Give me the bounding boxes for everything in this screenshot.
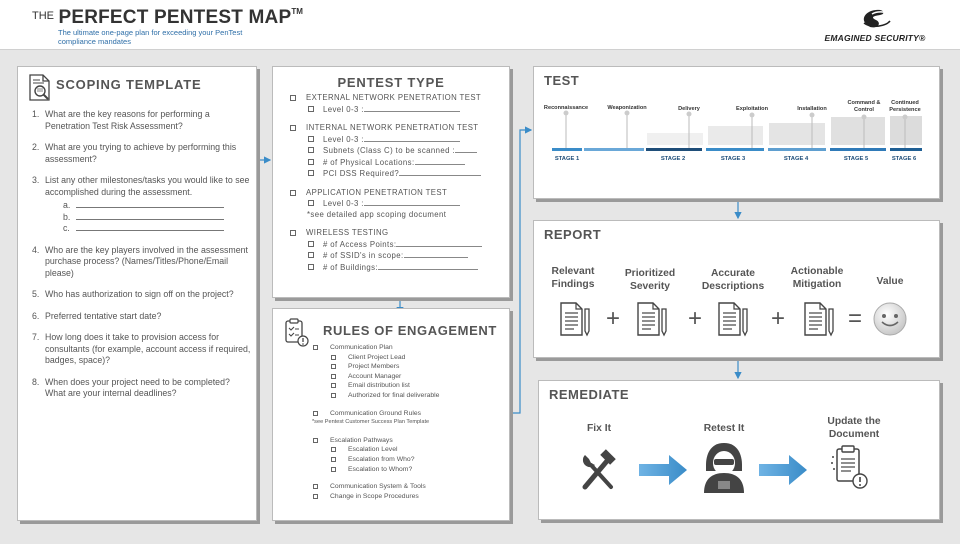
checkbox-internal-subnets[interactable] [289,145,504,157]
phase-label: Command & [847,100,881,106]
checkbox-icon[interactable] [290,95,296,101]
checkbox-icon[interactable] [313,411,318,416]
checkbox-icon[interactable] [308,264,314,270]
checkbox-label: Level 0-3 : [323,134,364,144]
checkbox-icon[interactable] [290,125,296,131]
checkbox-label: Communication Ground Rules [330,409,422,417]
stage-bar [890,148,922,151]
report-item-label: Mitigation [792,279,842,290]
checkbox-label: PCI DSS Required? [323,169,400,178]
phase-label: Continued [891,100,919,106]
checkbox-comm-system[interactable] [311,482,506,492]
checkbox-esc-level[interactable] [311,445,506,455]
checkbox-internal-level[interactable] [289,134,504,146]
logo-name: EMAGINED SECURITY [824,33,920,43]
blank-line[interactable] [399,168,481,176]
checkbox-icon[interactable] [308,241,314,247]
checkbox-label: Communication Plan [330,344,393,351]
checkbox-label: Escalation Pathways [330,436,393,444]
clipboard-alert-icon [829,443,873,493]
blank-line[interactable] [378,262,478,270]
checkbox-label: Account Manager [348,372,402,380]
stage-label: STAGE 1 [554,156,580,162]
phase-label: Reconnaissance [543,105,589,111]
scoping-question-list [32,109,252,410]
blank-line[interactable] [76,223,224,231]
rules-list [311,343,506,501]
blank-line[interactable] [404,250,468,258]
blank-line[interactable] [76,200,224,208]
stage-label: STAGE 5 [843,156,869,162]
report-document-icon [715,301,751,337]
stage-bar [830,148,886,151]
question-text: Who are the key players involved in the assessment purchase process? (Names/Titles/Phone/Email please) [45,244,248,278]
question-item [32,311,252,323]
logo-text [820,33,930,43]
milestone-line-b[interactable] [63,212,252,224]
report-document-icon [557,301,593,337]
company-logo [820,5,930,43]
phase-label: Persistence [889,107,921,113]
checkbox-wireless[interactable] [289,228,504,239]
checkbox-application[interactable] [289,188,504,199]
milestone-blanks [45,200,252,235]
plus-icon: + [771,305,786,332]
document-search-icon [26,73,56,103]
scoping-header [26,73,56,103]
report-item-label: Prioritized [624,268,676,279]
checkbox-label: Project Members [348,363,400,371]
checkbox-wireless-ssid[interactable] [289,250,504,262]
stage-block [890,116,922,145]
checkbox-client-lead[interactable] [311,353,506,363]
question-number: 3. [32,175,40,185]
remediate-panel [538,380,940,520]
kill-chain-diagram [534,67,941,200]
checkbox-icon[interactable] [331,457,336,462]
question-text: Preferred tentative start date? [45,310,162,321]
checkbox-label: # of SSID's in scope: [323,251,404,260]
fix-label: Fix It [586,423,612,434]
test-title: TEST [544,73,580,88]
checkbox-label: Escalation from Who? [348,455,415,463]
title-trademark: TM [291,7,303,16]
phase-dot [750,113,755,118]
checkbox-label: # of Physical Locations: [323,157,415,167]
question-item [32,332,252,367]
logo-registered: ® [919,33,926,43]
question-item [32,377,252,400]
rules-of-engagement-panel [272,308,510,521]
checkbox-internal-pci[interactable] [289,168,504,180]
checkbox-icon[interactable] [331,374,336,379]
report-item-label: Actionable [790,266,844,277]
blank-line[interactable] [364,198,460,206]
checkbox-icon[interactable] [308,200,314,206]
checkbox-label: Authorized for final deliverable [348,391,440,399]
phase-dot [564,111,569,116]
report-document-icon [634,301,670,337]
milestone-line-c[interactable] [63,223,252,235]
checkbox-icon[interactable] [308,252,314,258]
report-title: REPORT [544,227,602,242]
stage-label: STAGE 3 [720,156,746,162]
note-text: *see Pentest Customer Success Plan Template [312,419,430,426]
plus-icon: + [606,305,621,332]
hacker-hood-icon [702,441,746,493]
test-panel [533,66,940,199]
checkbox-acct-mgr[interactable] [311,372,506,382]
title-prefix: THE [32,10,54,22]
page-title [32,7,303,29]
stage-block [647,133,703,145]
stage-block [708,126,763,145]
report-item-label: Descriptions [701,281,765,292]
checkbox-external[interactable] [289,93,504,104]
sub-item-label: c. [63,223,70,233]
blank-line[interactable] [415,157,465,165]
checkbox-icon[interactable] [290,190,296,196]
checkbox-internal-locations[interactable] [289,157,504,169]
checkbox-label: Client Project Lead [348,353,406,361]
stage-bar [584,148,644,151]
rules-title: RULES OF ENGAGEMENT [323,323,497,338]
update-label-line: Document [828,429,880,440]
phase-dot [687,112,692,117]
checkbox-label: INTERNAL NETWORK PENETRATION TEST [306,123,479,132]
checkbox-wireless-ap[interactable] [289,239,504,251]
checkbox-icon[interactable] [308,170,314,176]
checkbox-esc-from[interactable] [311,455,506,465]
phase-label: Exploitation [735,106,769,112]
checkbox-icon[interactable] [331,393,336,398]
remediate-title: REMEDIATE [549,387,630,402]
checkbox-icon[interactable] [331,383,336,388]
checkbox-internal[interactable] [289,123,504,134]
question-item [32,142,252,165]
question-item [32,245,252,280]
report-item-findings [542,265,604,291]
question-number: 2. [32,142,40,152]
checkbox-icon[interactable] [290,230,296,236]
stage-bar [706,148,764,151]
question-text: How long does it take to provision access for consultants (for example, account access if required, badges, space)? [45,332,251,365]
stage-bar [552,148,582,151]
checkbox-external-level[interactable] [289,104,504,116]
pentest-type-list [289,93,504,273]
phase-dot [862,115,867,120]
report-document-icon [801,301,837,337]
checkbox-icon[interactable] [331,467,336,472]
sub-item-label: a. [63,200,71,210]
checkbox-label: Escalation Level [348,446,398,454]
stage-block [831,117,885,145]
report-item-mitigation [782,265,852,291]
phase-label: Delivery [678,106,700,112]
blank-line[interactable] [396,239,482,247]
question-item [32,289,252,301]
phase-label: Weaponization [607,105,647,111]
flow-arrow-rules-test [510,130,531,413]
phase-dot [810,113,815,118]
checkbox-label: EXTERNAL NETWORK PENETRATION TEST [306,93,482,102]
checkbox-esc-to[interactable] [311,465,506,475]
stage-bar [768,148,826,151]
report-item-label: Findings [551,279,595,290]
question-text: When does your project need to be completed? What are your internal deadlines? [45,376,230,398]
question-text: What are you trying to achieve by performing this assessment? [45,142,237,164]
checkbox-ground-rules[interactable] [311,409,506,419]
report-item-value [868,275,912,288]
checkbox-label: # of Buildings: [323,262,378,272]
stage-label: STAGE 6 [891,156,917,162]
checkbox-label: # of Access Points: [323,239,397,249]
checkbox-label: Communication System & Tools [330,483,426,491]
checkbox-icon[interactable] [313,438,318,443]
question-number: 5. [32,289,40,299]
question-number: 4. [32,244,40,255]
checkbox-scope-change[interactable] [311,492,506,502]
update-label-line: Update the [827,416,881,427]
ground-rules-note [311,418,506,428]
blank-line[interactable] [364,134,460,142]
checkbox-label: Level 0-3 : [323,104,364,114]
checkbox-members[interactable] [311,362,506,372]
question-number: 7. [32,332,40,342]
checkbox-icon[interactable] [331,447,336,452]
question-text: What are the key reasons for performing a Penetration Test Risk Assessment? [45,109,210,131]
scoping-title: SCOPING TEMPLATE [56,77,202,92]
stage-bar [646,148,702,151]
title-main: PERFECT PENTEST MAP [58,7,292,28]
blank-line[interactable] [364,104,460,112]
equals-icon: = [848,305,863,332]
report-item-severity [618,267,682,293]
stage-block [769,123,825,145]
checkbox-label: Level 0-3 : [323,199,364,208]
question-text: List any other milestones/tasks you would like to see accomplished during the assessment. [45,175,250,197]
checkbox-authorized[interactable] [311,391,506,401]
milestone-line-a[interactable] [63,200,252,212]
phase-label: Control [854,107,874,113]
report-item-label: Accurate [710,268,756,279]
arrow-right-icon [639,455,687,485]
phase-dot [903,115,908,120]
stage-label: STAGE 4 [783,156,809,162]
phase-label: Installation [797,106,827,112]
checkbox-email-list[interactable] [311,381,506,391]
blank-line[interactable] [76,212,224,220]
application-note [289,210,504,221]
checkbox-icon[interactable] [331,355,336,360]
phase-dot [625,111,630,116]
checkbox-icon[interactable] [313,494,318,499]
checkbox-icon[interactable] [308,136,314,142]
question-text: Who has authorization to sign off on the project? [45,289,234,299]
stage-label: STAGE 2 [660,156,686,162]
sub-item-label: b. [63,211,71,222]
pentest-type-title: PENTEST TYPE [337,75,445,90]
question-item [32,175,252,235]
update-label [814,415,894,441]
report-item-descriptions [694,267,772,293]
question-number: 8. [32,376,40,387]
checkbox-label: APPLICATION PENETRATION TEST [306,187,448,197]
arrow-right-icon [759,455,807,485]
blank-line[interactable] [455,145,477,153]
checkbox-icon[interactable] [313,484,318,489]
checkbox-icon[interactable] [308,106,314,112]
smiley-face-icon [872,301,908,337]
scoping-template-panel [17,66,257,521]
checkbox-escalation[interactable] [311,436,506,446]
report-item-label: Severity [629,281,671,292]
question-number: 1. [32,109,40,119]
checkbox-icon[interactable] [308,147,314,153]
hammer-wrench-icon [577,447,621,493]
checkbox-wireless-bldg[interactable] [289,262,504,274]
checkbox-icon[interactable] [313,345,318,350]
checkbox-icon[interactable] [308,159,314,165]
note-text: *see detailed app scoping document [307,209,447,219]
checkbox-icon[interactable] [331,364,336,369]
question-number: 6. [32,310,40,321]
pentest-type-panel [272,66,510,298]
checkbox-label: Escalation to Whom? [348,465,413,473]
checkbox-application-level[interactable] [289,198,504,210]
checkbox-label: Change in Scope Procedures [330,492,419,500]
checkbox-label: WIRELESS TESTING [306,228,389,237]
retest-label: Retest It [703,423,745,434]
question-item [32,109,252,132]
logo-emblem-icon [820,5,930,31]
page-subtitle: The ultimate one-page plan for exceeding your PenTest compliance mandates [58,28,243,46]
checkbox-comm-plan[interactable] [311,343,506,353]
report-item-label: Relevant [551,266,595,277]
checkbox-label: Subnets (Class C) to be scanned : [323,146,455,155]
report-panel [533,220,940,358]
clipboard-alert-icon [283,317,309,347]
report-value-label: Value [876,276,904,287]
plus-icon: + [688,305,703,332]
page-header [0,0,960,50]
checkbox-label: Email distribution list [348,382,410,390]
